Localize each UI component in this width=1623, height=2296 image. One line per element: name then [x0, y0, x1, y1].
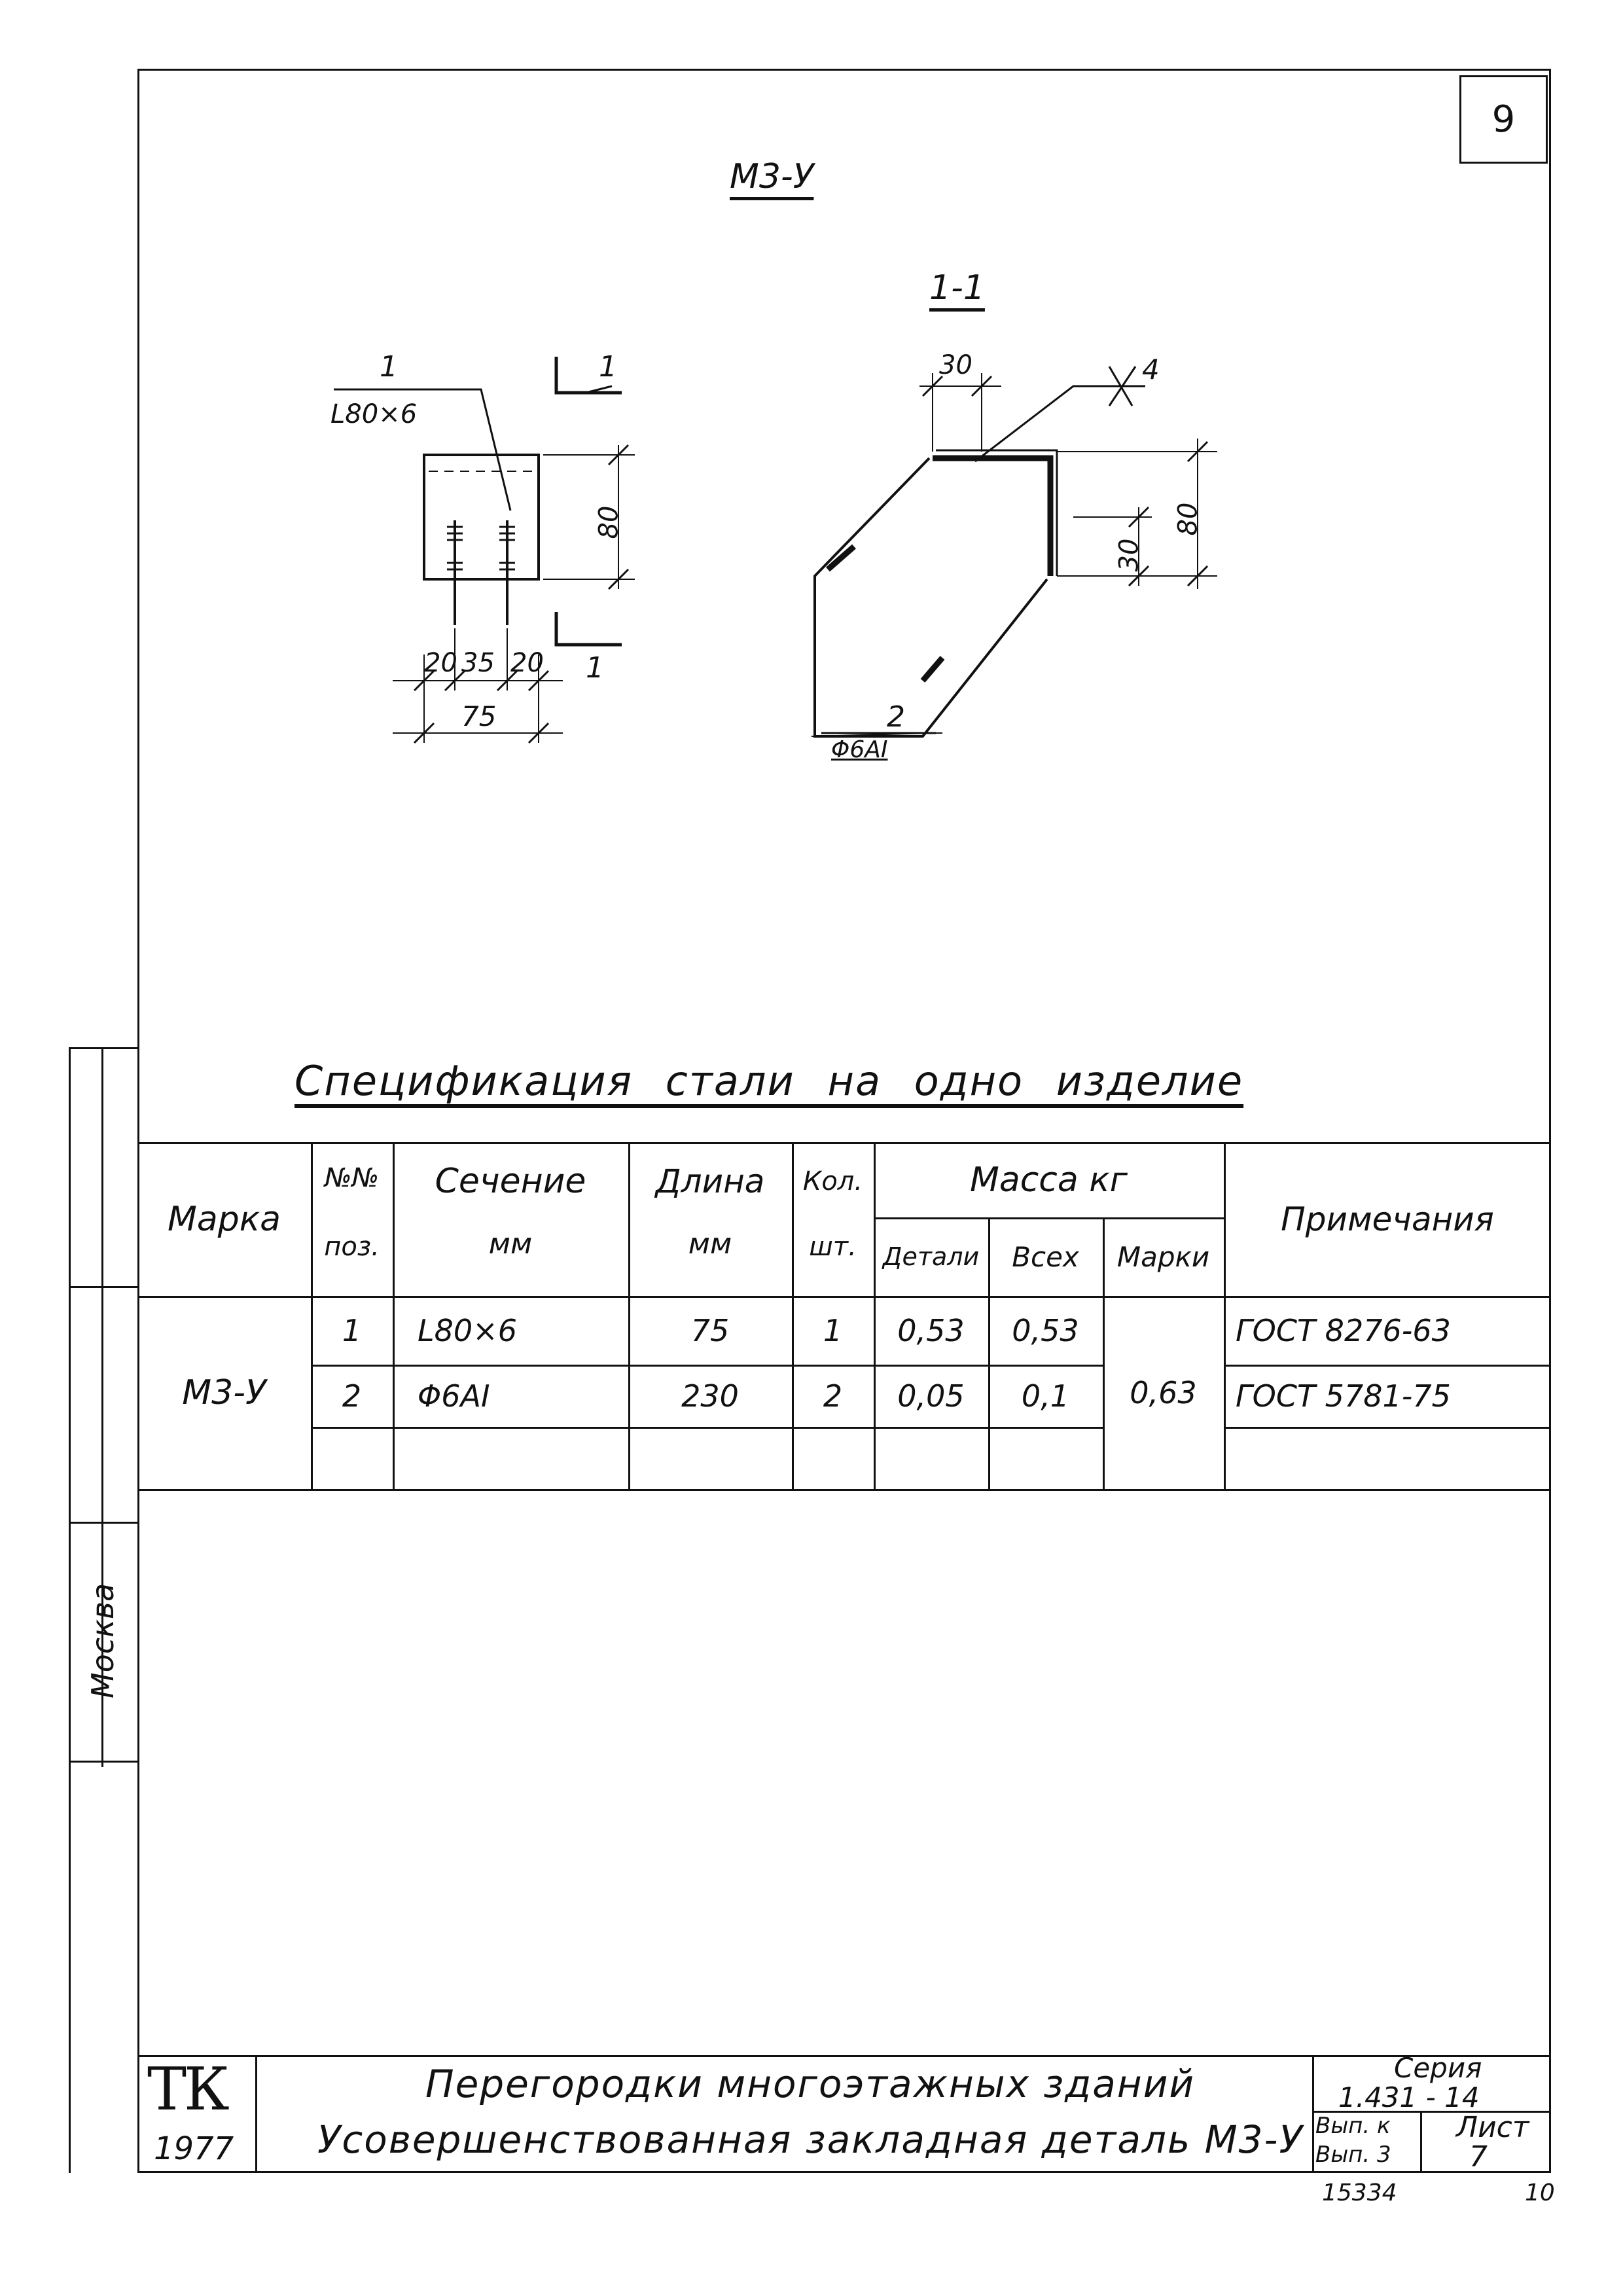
header-qty-1: Кол. — [802, 1166, 863, 1196]
pos1-profile: L80×6 — [330, 399, 418, 429]
section-title: 1-1 — [929, 268, 985, 308]
header-pos-1: №№ — [324, 1163, 380, 1193]
dim-height-left: 80 — [594, 505, 624, 539]
cut-mark-top: 1 — [599, 350, 617, 384]
archive-number: 15334 — [1322, 2179, 1397, 2206]
cell-pos: 1 — [342, 1312, 362, 1348]
cell-mass-detail: 0,53 — [897, 1312, 965, 1348]
table-line — [311, 1427, 1103, 1429]
page-number: 9 — [1459, 75, 1548, 164]
dim-part-1: 20 — [424, 648, 457, 678]
binding-strip-line — [69, 1047, 71, 2173]
cell-mass-detail: 0,05 — [897, 1378, 965, 1414]
drawings-svg — [0, 0, 1623, 982]
margin-stamp: Москва — [85, 1583, 120, 1698]
series-value: 1.431 - 14 — [1338, 2081, 1480, 2113]
dim-total: 75 — [461, 700, 497, 732]
cut-mark-bottom: 1 — [586, 651, 604, 685]
sheet-label: Лист — [1456, 2111, 1529, 2144]
header-mass-group: Масса кг — [969, 1160, 1128, 1200]
spec-title: Спецификация стали на одно изделие — [294, 1057, 1244, 1105]
cell-length: 75 — [690, 1312, 730, 1348]
title-block-line — [137, 2055, 1551, 2057]
title-block-line — [1312, 2055, 1314, 2173]
pos1-label: 1 — [380, 350, 398, 384]
header-mass-all: Всех — [1012, 1240, 1079, 1273]
header-section-1: Сечение — [435, 1162, 586, 1201]
cell-pos: 2 — [342, 1378, 362, 1414]
cell-mark-mass: 0,63 — [1130, 1374, 1197, 1410]
angle-section — [933, 458, 1050, 576]
cell-section: L80×6 — [418, 1312, 517, 1348]
bent-bar — [815, 458, 1047, 736]
series-label: Серия — [1394, 2052, 1482, 2084]
header-mark: Марка — [167, 1199, 281, 1239]
dim-part-2: 35 — [461, 648, 495, 678]
cell-note: ГОСТ 8276-63 — [1236, 1312, 1451, 1348]
dim-part-3: 20 — [510, 648, 544, 678]
title-block-line — [255, 2055, 257, 2173]
sheet-value: 7 — [1469, 2140, 1488, 2174]
section-dim-height: 80 — [1173, 502, 1204, 536]
table-line — [1224, 1427, 1551, 1429]
org-logo: ТК — [147, 2055, 227, 2124]
cell-qty: 1 — [823, 1312, 843, 1348]
title-line-1: Перегородки многоэтажных зданий — [425, 2062, 1196, 2106]
cell-mass-all: 0,1 — [1021, 1378, 1070, 1414]
cell-qty: 2 — [823, 1378, 843, 1414]
footer-number: 10 — [1525, 2179, 1555, 2206]
binding-strip-divider — [69, 1522, 139, 1524]
section-dim-top: 30 — [939, 350, 972, 380]
header-qty-2: шт. — [809, 1232, 857, 1262]
binding-strip-divider — [69, 1761, 139, 1763]
cell-mark: М3-У — [182, 1372, 266, 1412]
issue-label-1: Вып. к — [1315, 2113, 1391, 2139]
section-dim-inner: 30 — [1114, 538, 1145, 572]
header-pos-2: поз. — [324, 1232, 380, 1262]
cell-length: 230 — [681, 1378, 739, 1414]
plate-outline — [424, 455, 539, 579]
cell-note: ГОСТ 5781-75 — [1236, 1378, 1451, 1414]
pos2-label: 2 — [887, 700, 905, 734]
cell-mass-all: 0,53 — [1012, 1312, 1079, 1348]
issue-label-2: Вып. 3 — [1315, 2142, 1391, 2168]
header-length-2: мм — [688, 1227, 732, 1261]
header-mass-detail: Детали — [882, 1242, 980, 1271]
binding-strip-divider — [69, 1047, 139, 1049]
header-section-2: мм — [488, 1227, 533, 1261]
header-mass-mark: Марки — [1116, 1240, 1210, 1273]
title-block-line — [1420, 2111, 1422, 2173]
header-notes: Примечания — [1281, 1200, 1494, 1238]
weld-size: 4 — [1142, 353, 1160, 386]
table-line — [137, 1489, 1551, 1491]
drawing-title: М3-У — [730, 157, 814, 196]
year: 1977 — [154, 2130, 234, 2167]
header-length-1: Длина — [655, 1162, 765, 1200]
title-line-2: Усовершенствованная закладная деталь М3-У — [317, 2117, 1304, 2162]
binding-strip-divider — [69, 1286, 139, 1288]
cell-section: Φ6AI — [418, 1378, 490, 1414]
pos2-profile: Φ6AI — [831, 736, 888, 763]
